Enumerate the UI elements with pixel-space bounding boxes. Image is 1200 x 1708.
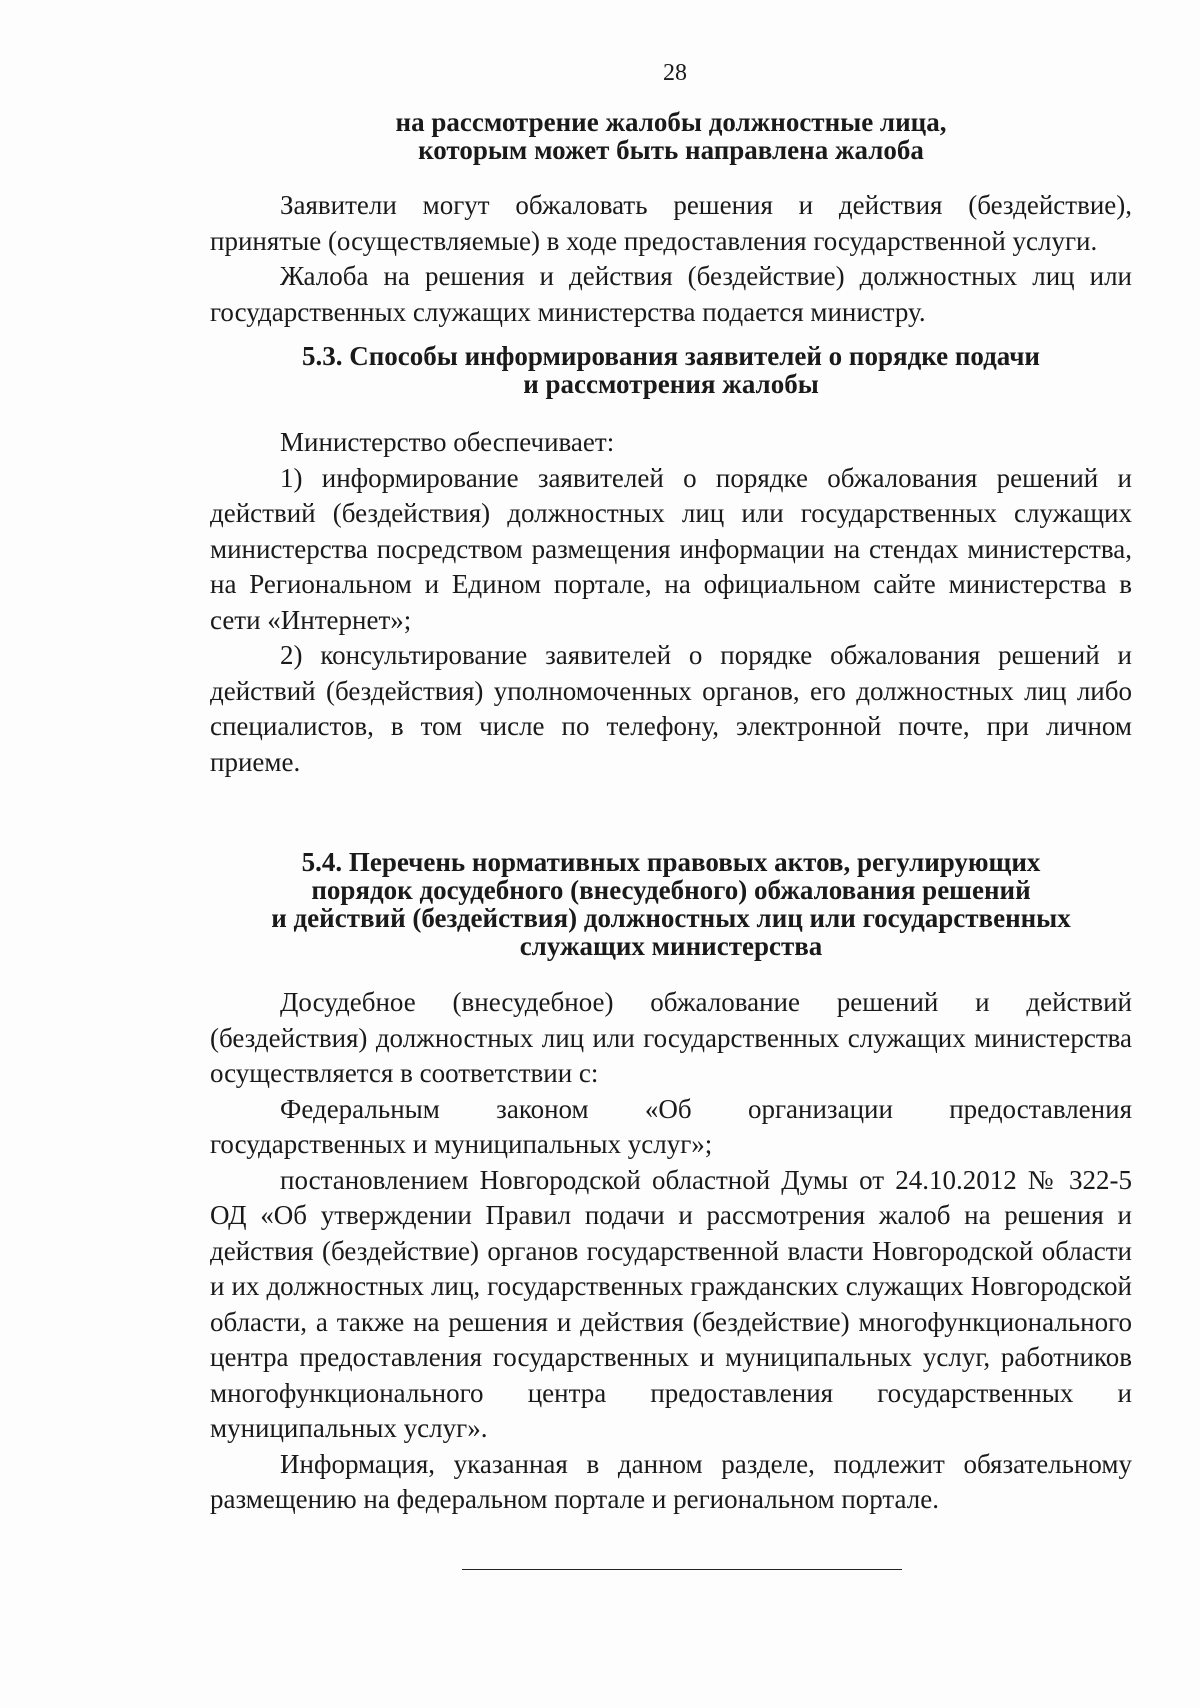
- paragraph: Жалоба на решения и действия (бездействие) должностных лиц или государственных служащих министерства подается министру.: [210, 261, 1132, 327]
- heading-line: 5.4. Перечень нормативных правовых актов, регулирующих: [301, 847, 1041, 877]
- section-5-4-body: [210, 985, 1132, 1518]
- paragraph: 1) информирование заявителей о порядке обжалования решений и действий (бездействия) должностных лиц или государственных служащих министерства посредством размещения информации на стендах министерства, на Региональном и Едином портале, на официальном сайте министерства в сети «Интернет»;: [210, 462, 1132, 635]
- section-5-2-body: [210, 188, 1132, 330]
- paragraph: Досудебное (внесудебное) обжалование решений и действий (бездействия) должностных лиц или государственных служащих министерства осуществляется в соответствии с:: [210, 987, 1132, 1088]
- section-heading: [210, 108, 1132, 164]
- page-number: 28: [663, 60, 687, 86]
- paragraph: Министерство обеспечивает:: [280, 427, 615, 457]
- heading-line: 5.3. Способы информирования заявителей о порядке подачи: [302, 341, 1040, 371]
- section-5-3-heading: [210, 342, 1132, 398]
- paragraph: Информация, указанная в данном разделе, подлежит обязательному размещению на федеральном портале и региональном портале.: [210, 1448, 1132, 1514]
- heading-line: служащих министерства: [519, 931, 823, 961]
- section-heading: [210, 848, 1132, 960]
- paragraph: 2) консультирование заявителей о порядке обжалования решений и действий (бездействия) уполномоченных органов, его должностных лиц либо специалистов, в том числе по телефону, электронной почте, при личном приеме.: [210, 640, 1132, 777]
- section-5-3-body: [210, 425, 1132, 780]
- heading-line: порядок досудебного (внесудебного) обжалования решений: [311, 875, 1031, 905]
- section-5-4-heading: [210, 848, 1132, 960]
- section-heading: [210, 342, 1132, 398]
- section-5-2-heading: [210, 108, 1132, 164]
- heading-line: и действий (бездействия) должностных лиц или государственных: [271, 903, 1071, 933]
- paragraph: постановлением Новгородской областной Думы от 24.10.2012 № 322-5 ОД «Об утверждении Правил подачи и рассмотрения жалоб на решения и действия (бездействие) органов государственной власти Новгородской области и их должностных лиц, государственных гражданских служащих Новгородской области, а также на решения и действия (бездействие) многофункционального центра предоставления государственных и муниципальных услуг, работников многофункционального центра предоставления государственных и муниципальных услуг».: [210, 1164, 1132, 1443]
- heading-line: которым может быть направлена жалоба: [418, 135, 924, 165]
- heading-line: и рассмотрения жалобы: [523, 369, 819, 399]
- heading-line: на рассмотрение жалобы должностные лица,: [395, 107, 947, 137]
- paragraph: Заявители могут обжаловать решения и действия (бездействие), принятые (осуществляемые) в ходе предоставления государственной услуги.: [210, 190, 1132, 256]
- paragraph: Федеральным законом «Об организации предоставления государственных и муниципальных услуг»;: [210, 1093, 1132, 1159]
- end-divider: [462, 1569, 902, 1570]
